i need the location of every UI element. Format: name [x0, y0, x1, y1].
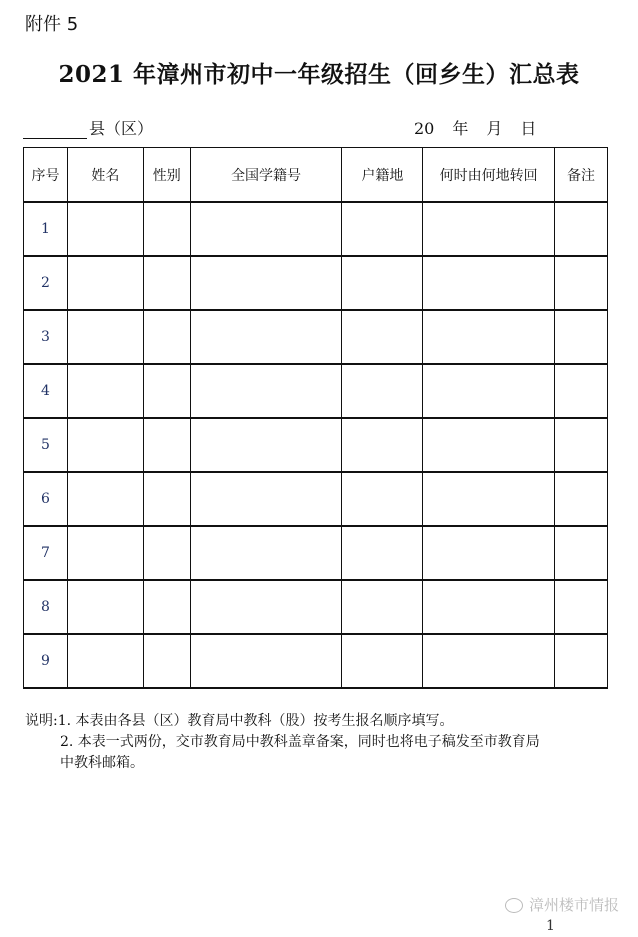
notes — [25, 711, 615, 774]
table-cell[interactable] — [342, 580, 423, 634]
column-header: 全国学籍号 — [190, 148, 342, 203]
table-cell[interactable] — [555, 364, 608, 418]
table-cell[interactable] — [423, 580, 555, 634]
table-cell[interactable] — [190, 580, 342, 634]
table-cell[interactable] — [190, 418, 342, 472]
table-cell[interactable] — [190, 472, 342, 526]
note-line-2: 2. 本表一式两份，交市教育局中教科盖章备案，同时也将电子稿发至市教育局 — [60, 734, 540, 750]
table-cell[interactable] — [342, 256, 423, 310]
row-number: 8 — [24, 580, 68, 634]
table-row — [24, 310, 608, 364]
table-cell[interactable] — [423, 418, 555, 472]
table-cell[interactable] — [190, 526, 342, 580]
table-cell[interactable] — [423, 364, 555, 418]
table-cell[interactable] — [555, 472, 608, 526]
table-cell[interactable] — [67, 526, 143, 580]
table-cell[interactable] — [143, 472, 190, 526]
date-month: 月 — [486, 119, 503, 138]
table-cell[interactable] — [67, 256, 143, 310]
table-cell[interactable] — [143, 580, 190, 634]
table-cell[interactable] — [342, 526, 423, 580]
table-row — [24, 472, 608, 526]
date-day: 日 — [520, 119, 537, 138]
table-row — [24, 634, 608, 688]
table-row — [24, 418, 608, 472]
table-cell[interactable] — [555, 202, 608, 256]
table-cell[interactable] — [67, 364, 143, 418]
table-cell[interactable] — [67, 418, 143, 472]
county-blank — [23, 122, 87, 139]
note-line-1: 说明:1. 本表由各县（区）教育局中教科（股）按考生报名顺序填写。 — [25, 713, 454, 729]
column-header: 序号 — [24, 148, 68, 203]
table-cell[interactable] — [423, 310, 555, 364]
table-row — [24, 580, 608, 634]
row-number: 9 — [24, 634, 68, 688]
column-header: 性别 — [143, 148, 190, 203]
table-cell[interactable] — [342, 364, 423, 418]
table-row — [24, 364, 608, 418]
table-cell[interactable] — [67, 580, 143, 634]
note-line-3: 中教科邮箱。 — [60, 755, 144, 771]
table-cell[interactable] — [67, 310, 143, 364]
table-cell[interactable] — [143, 202, 190, 256]
table-cell[interactable] — [143, 310, 190, 364]
column-header: 户籍地 — [342, 148, 423, 203]
date-year: 年 — [452, 119, 469, 138]
table-cell[interactable] — [555, 310, 608, 364]
table-row — [24, 526, 608, 580]
table-header-row — [24, 148, 608, 203]
table-cell[interactable] — [342, 310, 423, 364]
page-number: 1 — [546, 918, 555, 934]
table-cell[interactable] — [423, 526, 555, 580]
row-number: 1 — [24, 202, 68, 256]
table-cell[interactable] — [555, 256, 608, 310]
table-cell[interactable] — [67, 472, 143, 526]
row-number: 7 — [24, 526, 68, 580]
county-label: 县（区） — [89, 119, 154, 138]
column-header: 何时由何地转回 — [423, 148, 555, 203]
table-cell[interactable] — [190, 634, 342, 688]
table-cell[interactable] — [143, 526, 190, 580]
column-header: 备注 — [555, 148, 608, 203]
table-cell[interactable] — [190, 256, 342, 310]
table-cell[interactable] — [423, 472, 555, 526]
row-number: 6 — [24, 472, 68, 526]
table-cell[interactable] — [555, 526, 608, 580]
date-field — [414, 116, 554, 139]
row-number: 5 — [24, 418, 68, 472]
summary-table — [23, 147, 608, 689]
table-cell[interactable] — [555, 418, 608, 472]
table-cell[interactable] — [143, 364, 190, 418]
table-cell[interactable] — [143, 634, 190, 688]
table-cell[interactable] — [423, 256, 555, 310]
row-number: 2 — [24, 256, 68, 310]
table-row — [24, 256, 608, 310]
watermark — [505, 896, 619, 914]
page-title: 2021 年漳州市初中一年级招生（回乡生）汇总表 — [58, 61, 580, 88]
column-header: 姓名 — [67, 148, 143, 203]
county-field — [23, 116, 153, 139]
date-year-prefix: 20 — [414, 119, 435, 138]
table-cell[interactable] — [342, 472, 423, 526]
watermark-text: 漳州楼市情报 — [529, 896, 620, 914]
table-cell[interactable] — [143, 418, 190, 472]
table-cell[interactable] — [190, 310, 342, 364]
table-cell[interactable] — [342, 634, 423, 688]
table-cell[interactable] — [555, 634, 608, 688]
table-row — [24, 202, 608, 256]
table-cell[interactable] — [190, 202, 342, 256]
table-cell[interactable] — [342, 418, 423, 472]
row-number: 3 — [24, 310, 68, 364]
table-cell[interactable] — [423, 634, 555, 688]
row-number: 4 — [24, 364, 68, 418]
attachment-label: 附件 5 — [25, 14, 79, 35]
table-cell[interactable] — [67, 634, 143, 688]
table-cell[interactable] — [423, 202, 555, 256]
wechat-icon — [505, 898, 523, 913]
table-cell[interactable] — [190, 364, 342, 418]
table-cell[interactable] — [67, 202, 143, 256]
table-cell[interactable] — [143, 256, 190, 310]
table-cell[interactable] — [342, 202, 423, 256]
table-cell[interactable] — [555, 580, 608, 634]
